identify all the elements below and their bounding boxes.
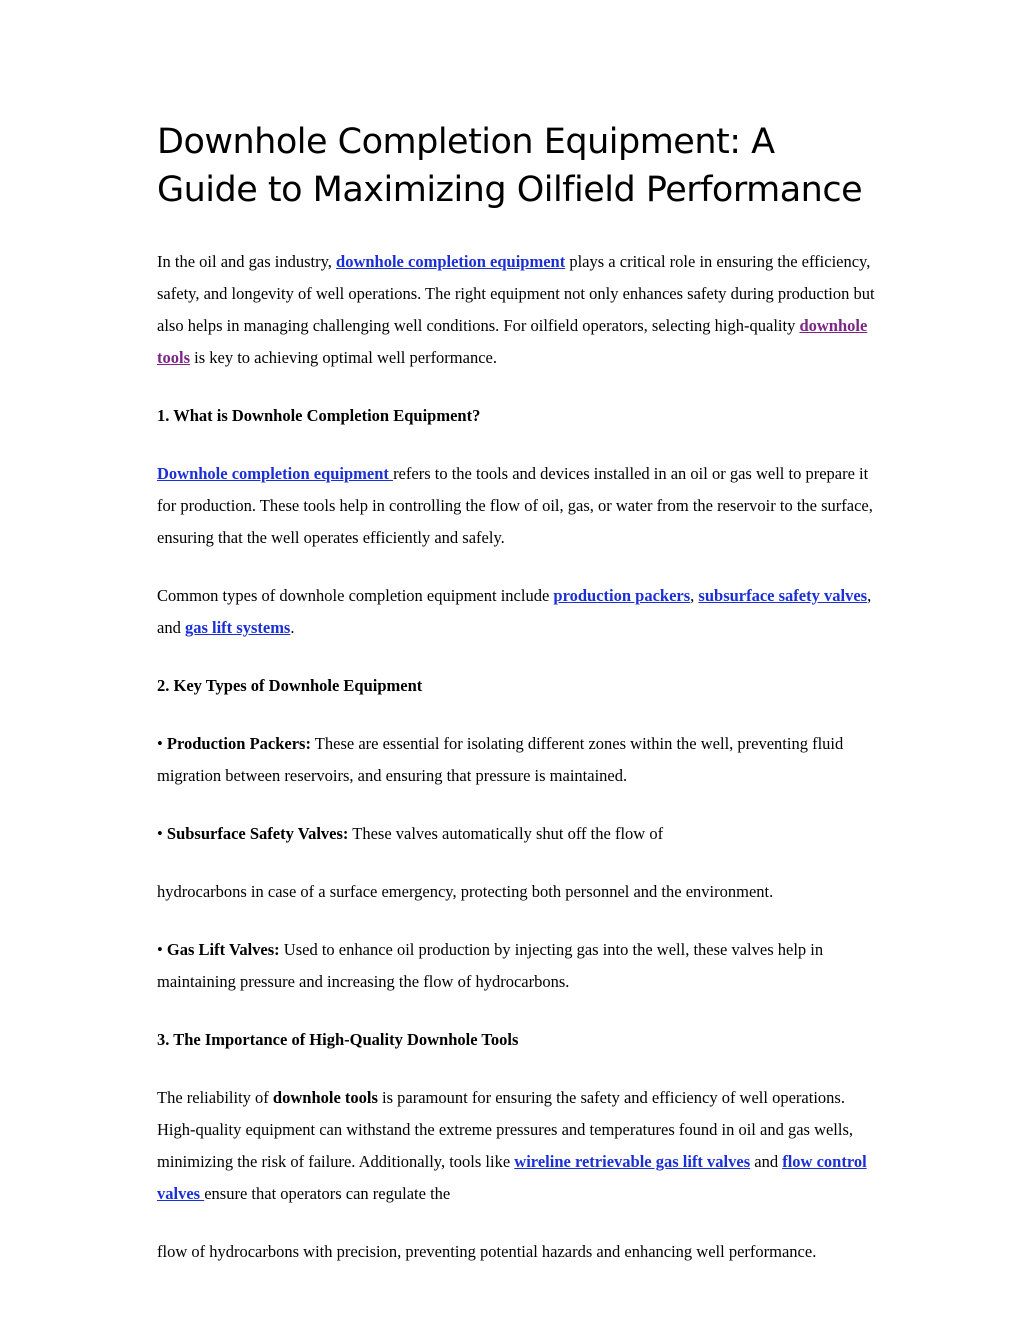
section-1-p2-text-2: , and — [157, 586, 872, 637]
intro-text-2: plays a critical role in ensuring the efficiency, safety, and longevity of well operations. The right equipment not only enhances safety during production but also helps in managing challenging well conditions. For oilfield operators, selecting high-quality — [157, 252, 875, 335]
title-line-1: Downhole Completion Equipment: A — [157, 122, 775, 162]
section-2-heading: 2. Key Types of Downhole Equipment — [157, 676, 423, 695]
link-downhole-tools[interactable]: downhole tools — [157, 316, 868, 367]
item-text: These valves automatically shut off the flow of — [348, 824, 664, 843]
document-page — [157, 118, 877, 1294]
item-label: Production Packers: — [166, 734, 311, 753]
section-1-paragraph-2 — [157, 580, 877, 644]
bullet: • — [157, 734, 167, 753]
intro-paragraph — [157, 246, 877, 374]
link-flow-control-valves[interactable]: flow control valves — [157, 1152, 867, 1203]
item-label: Subsurface Safety Valves: — [166, 824, 349, 843]
section-3-text-4: ensure that operators can regulate the — [204, 1184, 451, 1203]
section-3-bold-term: downhole tools — [272, 1088, 378, 1107]
intro-text-3: is key to achieving optimal well performance. — [190, 348, 497, 367]
section-1-paragraph-1 — [157, 458, 877, 554]
link-production-packers[interactable]: production packers — [553, 586, 691, 605]
section-3-text-3: and — [750, 1152, 783, 1171]
link-downhole-completion-equipment-2[interactable]: Downhole completion equipment — [157, 464, 394, 483]
link-subsurface-safety-valves[interactable]: subsurface safety valves — [698, 586, 868, 605]
page-title — [157, 118, 877, 214]
list-item-subsurface-safety-valves — [157, 818, 877, 850]
section-3-paragraph-1 — [157, 1082, 877, 1210]
list-item-production-packers — [157, 728, 877, 792]
section-3-text-1: The reliability of — [157, 1088, 273, 1107]
item-text: These are essential for isolating different zones within the well, preventing fluid migration between reservoirs, and ensuring that pressure is maintained. — [157, 734, 844, 785]
section-3-paragraph-2: flow of hydrocarbons with precision, preventing potential hazards and enhancing well performance. — [157, 1242, 817, 1261]
section-1-p2-separator: , — [690, 586, 699, 605]
bullet: • — [157, 940, 167, 959]
section-3-heading: 3. The Importance of High-Quality Downhole Tools — [157, 1030, 519, 1049]
list-item-gas-lift-valves — [157, 934, 877, 998]
section-3-text-2: is paramount for ensuring the safety and efficiency of well operations. High-quality equipment can withstand the extreme pressures and temperatures found in oil and gas wells, minimizing the risk of failure. Additionally, tools like — [157, 1088, 854, 1171]
list-item-subsurface-continuation: hydrocarbons in case of a surface emergency, protecting both personnel and the environment. — [157, 882, 774, 901]
link-wireline-retrievable-gas-lift-valves[interactable]: wireline retrievable gas lift valves — [514, 1152, 751, 1171]
title-line-2: Guide to Maximizing Oilfield Performance — [157, 170, 863, 210]
section-1-text: refers to the tools and devices installed in an oil or gas well to prepare it for production. These tools help in controlling the flow of oil, gas, or water from the reservoir to the surface, ensuring that the well operates efficiently and safely. — [157, 464, 873, 547]
item-label: Gas Lift Valves: — [166, 940, 280, 959]
section-1-heading: 1. What is Downhole Completion Equipment? — [157, 406, 481, 425]
intro-text-1: In the oil and gas industry, — [157, 252, 337, 271]
item-text: Used to enhance oil production by injecting gas into the well, these valves help in maintaining pressure and increasing the flow of hydrocarbons. — [157, 940, 824, 991]
section-1-p2-text-3: . — [290, 618, 295, 637]
bullet: • — [157, 824, 167, 843]
link-gas-lift-systems[interactable]: gas lift systems — [184, 618, 291, 637]
link-downhole-completion-equipment[interactable]: downhole completion equipment — [336, 252, 566, 271]
section-1-p2-text-1: Common types of downhole completion equipment include — [157, 586, 554, 605]
